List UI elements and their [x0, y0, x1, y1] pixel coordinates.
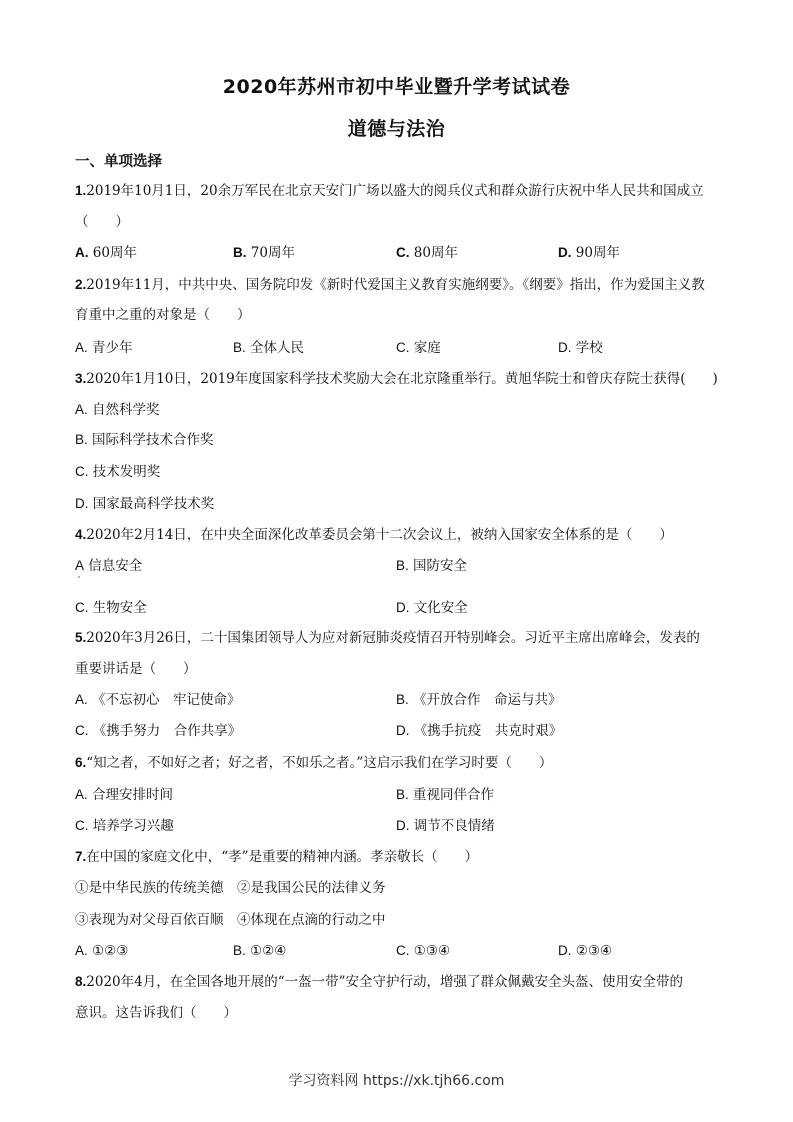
question-1-option-b: B. 70周年: [233, 245, 295, 261]
question-3-option-c: C. 技术发明奖: [75, 464, 161, 480]
question-5-option-c: C. 《携手努力 合作共享》: [75, 723, 242, 739]
subject-title: 道德与法治: [347, 118, 446, 140]
question-8-stem-line-1: 8.2020年4月，在全国各地开展的“一盔一带”安全守护行动，增强了群众佩戴安全头盔、使用安全带的: [75, 974, 684, 990]
question-5-option-a: A. 《不忘初心 牢记使命》: [75, 692, 241, 708]
question-4-option-a: A 信息安全: [75, 558, 143, 574]
question-2-option-d: D. 学校: [558, 340, 603, 356]
stray-dot-mark: [78, 576, 80, 578]
question-3-option-d: D. 国家最高科学技术奖: [75, 496, 215, 512]
question-7-option-a: A. ①②③: [75, 943, 129, 959]
question-7-statement-line-1: ①是中华民族的传统美德 ②是我国公民的法律义务: [75, 880, 386, 896]
question-5-option-b: B. 《开放合作 命运与共》: [396, 692, 562, 708]
question-8-stem-line-2: 意识。这告诉我们（ ）: [75, 1005, 237, 1021]
question-7-option-c: C. ①③④: [396, 943, 451, 959]
question-1-stem-line-1: 1.2019年10月1日，20余万军民在北京天安门广场以盛大的阅兵仪式和群众游行庆祝中华人民共和国成立: [75, 183, 704, 199]
question-4-option-b: B. 国防安全: [396, 558, 468, 574]
question-1-option-c: C. 80周年: [396, 245, 458, 261]
question-6-option-b: B. 重视同伴合作: [396, 787, 495, 803]
question-7-stem-line-1: 7.在中国的家庭文化中，“孝”是重要的精神内涵。孝亲敬长（ ）: [75, 849, 479, 865]
page-title: 2020年苏州市初中毕业暨升学考试试卷: [222, 76, 571, 98]
question-5-stem-line-2: 重要讲话是（ ）: [75, 661, 197, 677]
question-6-option-d: D. 调节不良情绪: [396, 818, 495, 834]
question-6-option-c: C. 培养学习兴趣: [75, 818, 174, 834]
question-2-stem-line-1: 2.2019年11月，中共中央、国务院印发《新时代爱国主义教育实施纲要》。《纲要》指出，作为爱国主义教: [75, 277, 705, 293]
question-2-option-a: A. 青少年: [75, 340, 133, 356]
question-7-option-b: B. ①②④: [233, 943, 287, 959]
question-1-stem-line-2: （ ）: [75, 214, 129, 230]
question-4-option-d: D. 文化安全: [396, 600, 468, 616]
footer-watermark: 学习资料网 https://xk.tjh66.com: [288, 1073, 505, 1089]
question-5-stem-line-1: 5.2020年3月26日，二十国集团领导人为应对新冠肺炎疫情召开特别峰会。习近平主席出席峰会，发表的: [75, 630, 700, 646]
question-7-option-d: D. ②③④: [558, 943, 613, 959]
question-2-option-b: B. 全体人民: [233, 340, 305, 356]
question-6-stem-line-1: 6.“知之者，不如好之者；好之者，不如乐之者。”这启示我们在学习时要（ ）: [75, 755, 553, 771]
question-7-statement-line-2: ③表现为对父母百依百顺 ④体现在点滴的行动之中: [75, 912, 386, 928]
question-3-stem-line-1: 3.2020年1月10日，2019年度国家科学技术奖励大会在北京隆重举行。黄旭华院士和曾庆存院士获得( ): [75, 371, 718, 387]
question-5-option-d: D. 《携手抗疫 共克时艰》: [396, 723, 563, 739]
question-1-option-a: A. 60周年: [75, 245, 137, 261]
section-heading: 一、单项选择: [75, 154, 162, 170]
question-6-option-a: A. 合理安排时间: [75, 787, 174, 803]
question-4-option-c: C. 生物安全: [75, 600, 147, 616]
question-4-stem-line-1: 4.2020年2月14日，在中央全面深化改革委员会第十二次会议上，被纳入国家安全体系的是（ ）: [75, 527, 673, 543]
question-3-option-b: B. 国际科学技术合作奖: [75, 432, 214, 448]
question-2-stem-line-2: 育重中之重的对象是（ ）: [75, 307, 251, 323]
question-2-option-c: C. 家庭: [396, 340, 441, 356]
question-3-option-a: A. 自然科学奖: [75, 402, 160, 418]
question-1-option-d: D. 90周年: [558, 245, 620, 261]
